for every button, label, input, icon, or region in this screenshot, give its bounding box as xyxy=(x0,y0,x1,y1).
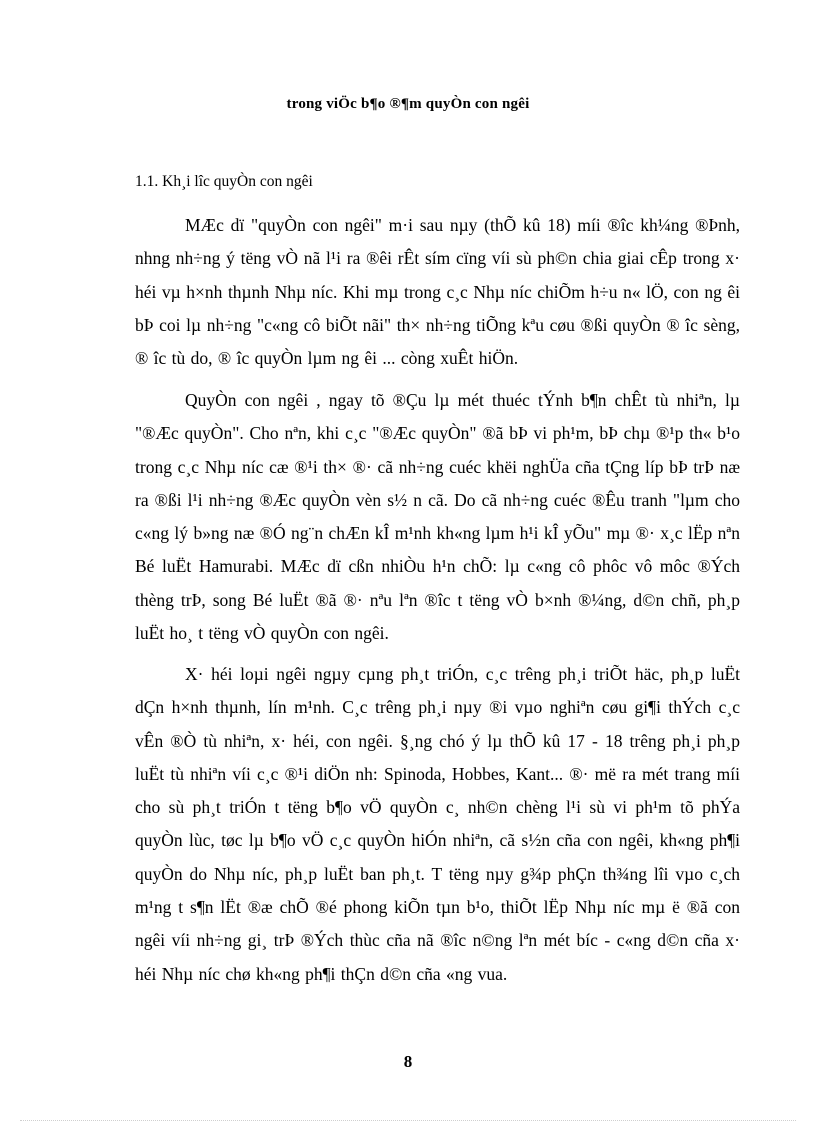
body-paragraph: QuyÒn con ngêi , ngay tõ ®Çu lµ mét thuéc tÝnh b¶n chÊt tù nhiªn, lµ "®Æc quyÒn". Cho nªn, khi c¸c "®Æc quyÒn" ®ã bÞ vi ph¹m, bÞ chµ ®¹p th« b¹o trong c¸c Nhµ níc cæ ®¹i th× ®· cã nh÷ng cuéc khëi nghÜa cña tÇng líp bÞ trÞ næ ra ®ßi l¹i nh÷ng ®Æc quyÒn vèn s½ n cã. Do cã nh÷ng cuéc ®Êu tranh "lµm cho c«ng lý b»ng næ ®Ó ng¨n chÆn kÎ m¹nh kh«ng lµm h¹i kÎ yÕu" mµ ®· x¸c lËp nªn Bé luËt Hamurabi. MÆc dï cßn nhiÒu h¹n chÕ: lµ c«ng cô phôc vô môc ®Ých thèng trÞ, song Bé luËt ®ã ®· nªu lªn ®îc t tëng vÒ b×nh ®¼ng, d©n chñ, ph¸p luËt ho¸ t tëng vÒ quyÒn con ngêi. xyxy=(135,390,740,644)
page-heading: trong viÖc b¶o ®¶m quyÒn con ngêi xyxy=(286,96,530,112)
page-number: 8 xyxy=(403,1052,413,1071)
body-paragraph: X· héi loµi ngêi ngµy cµng ph¸t triÓn, c¸c trêng ph¸i triÕt häc, ph¸p luËt dÇn h×nh thµnh, lín m¹nh. C¸c trêng ph¸i nµy ®i vµo nghiªn cøu gi¶i thÝch c¸c vÊn ®Ò tù nhiªn, x· héi, con ngêi. §¸ng chó ý lµ thÕ kû 17 - 18 trêng ph¸i ph¸p luËt tù nhiªn víi c¸c ®¹i diÖn nh: Spinoda, Hobbes, Kant... ®· më ra mét trang míi cho sù ph¸t triÓn t tëng b¶o vÖ quyÒn c¸ nh©n chèng l¹i sù vi ph¹m tõ phÝa quyÒn lùc, tøc lµ b¶o vÖ c¸c quyÒn hiÓn nhiªn, cã s½n cña con ngêi, kh«ng ph¶i quyÒn do Nhµ níc, ph¸p luËt ban ph¸t. T tëng nµy g¾p phÇn th¾ng lîi vµo c¸ch m¹ng t s¶n lËt ®æ chÕ ®é phong kiÕn tµn b¹o, thiÕt lËp Nhµ níc mµ ë ®ã con ngêi víi nh÷ng gi¸ trÞ ®Ých thùc cña nã ®îc n©ng lªn mét bíc - c«ng d©n cña x· héi Nhµ níc chø kh«ng ph¶i thÇn d©n cña «ng vua. xyxy=(135,664,740,984)
section-title: 1.1. Kh¸i lîc quyÒn con ngêi xyxy=(135,173,313,190)
body-paragraph: MÆc dï "quyÒn con ngêi" m·i sau nµy (thÕ kû 18) míi ®îc kh¼ng ®Þnh, nhng nh÷ng ý tëng vÒ nã l¹i ra ®êi rÊt sím cïng víi sù ph©n chia giai cÊp trong x· héi vµ h×nh thµnh Nhµ níc. Khi mµ trong c¸c Nhµ níc chiÕm h÷u n« lÖ, con ng êi bÞ coi lµ nh÷ng "c«ng cô biÕt nãi" th× nh÷ng tiÕng kªu cøu ®ßi quyÒn ® îc sèng, ® îc tù do, ® îc quyÒn lµm ng êi ... còng xuÊt hiÖn. xyxy=(135,215,740,369)
page-bottom-divider xyxy=(20,1120,796,1121)
